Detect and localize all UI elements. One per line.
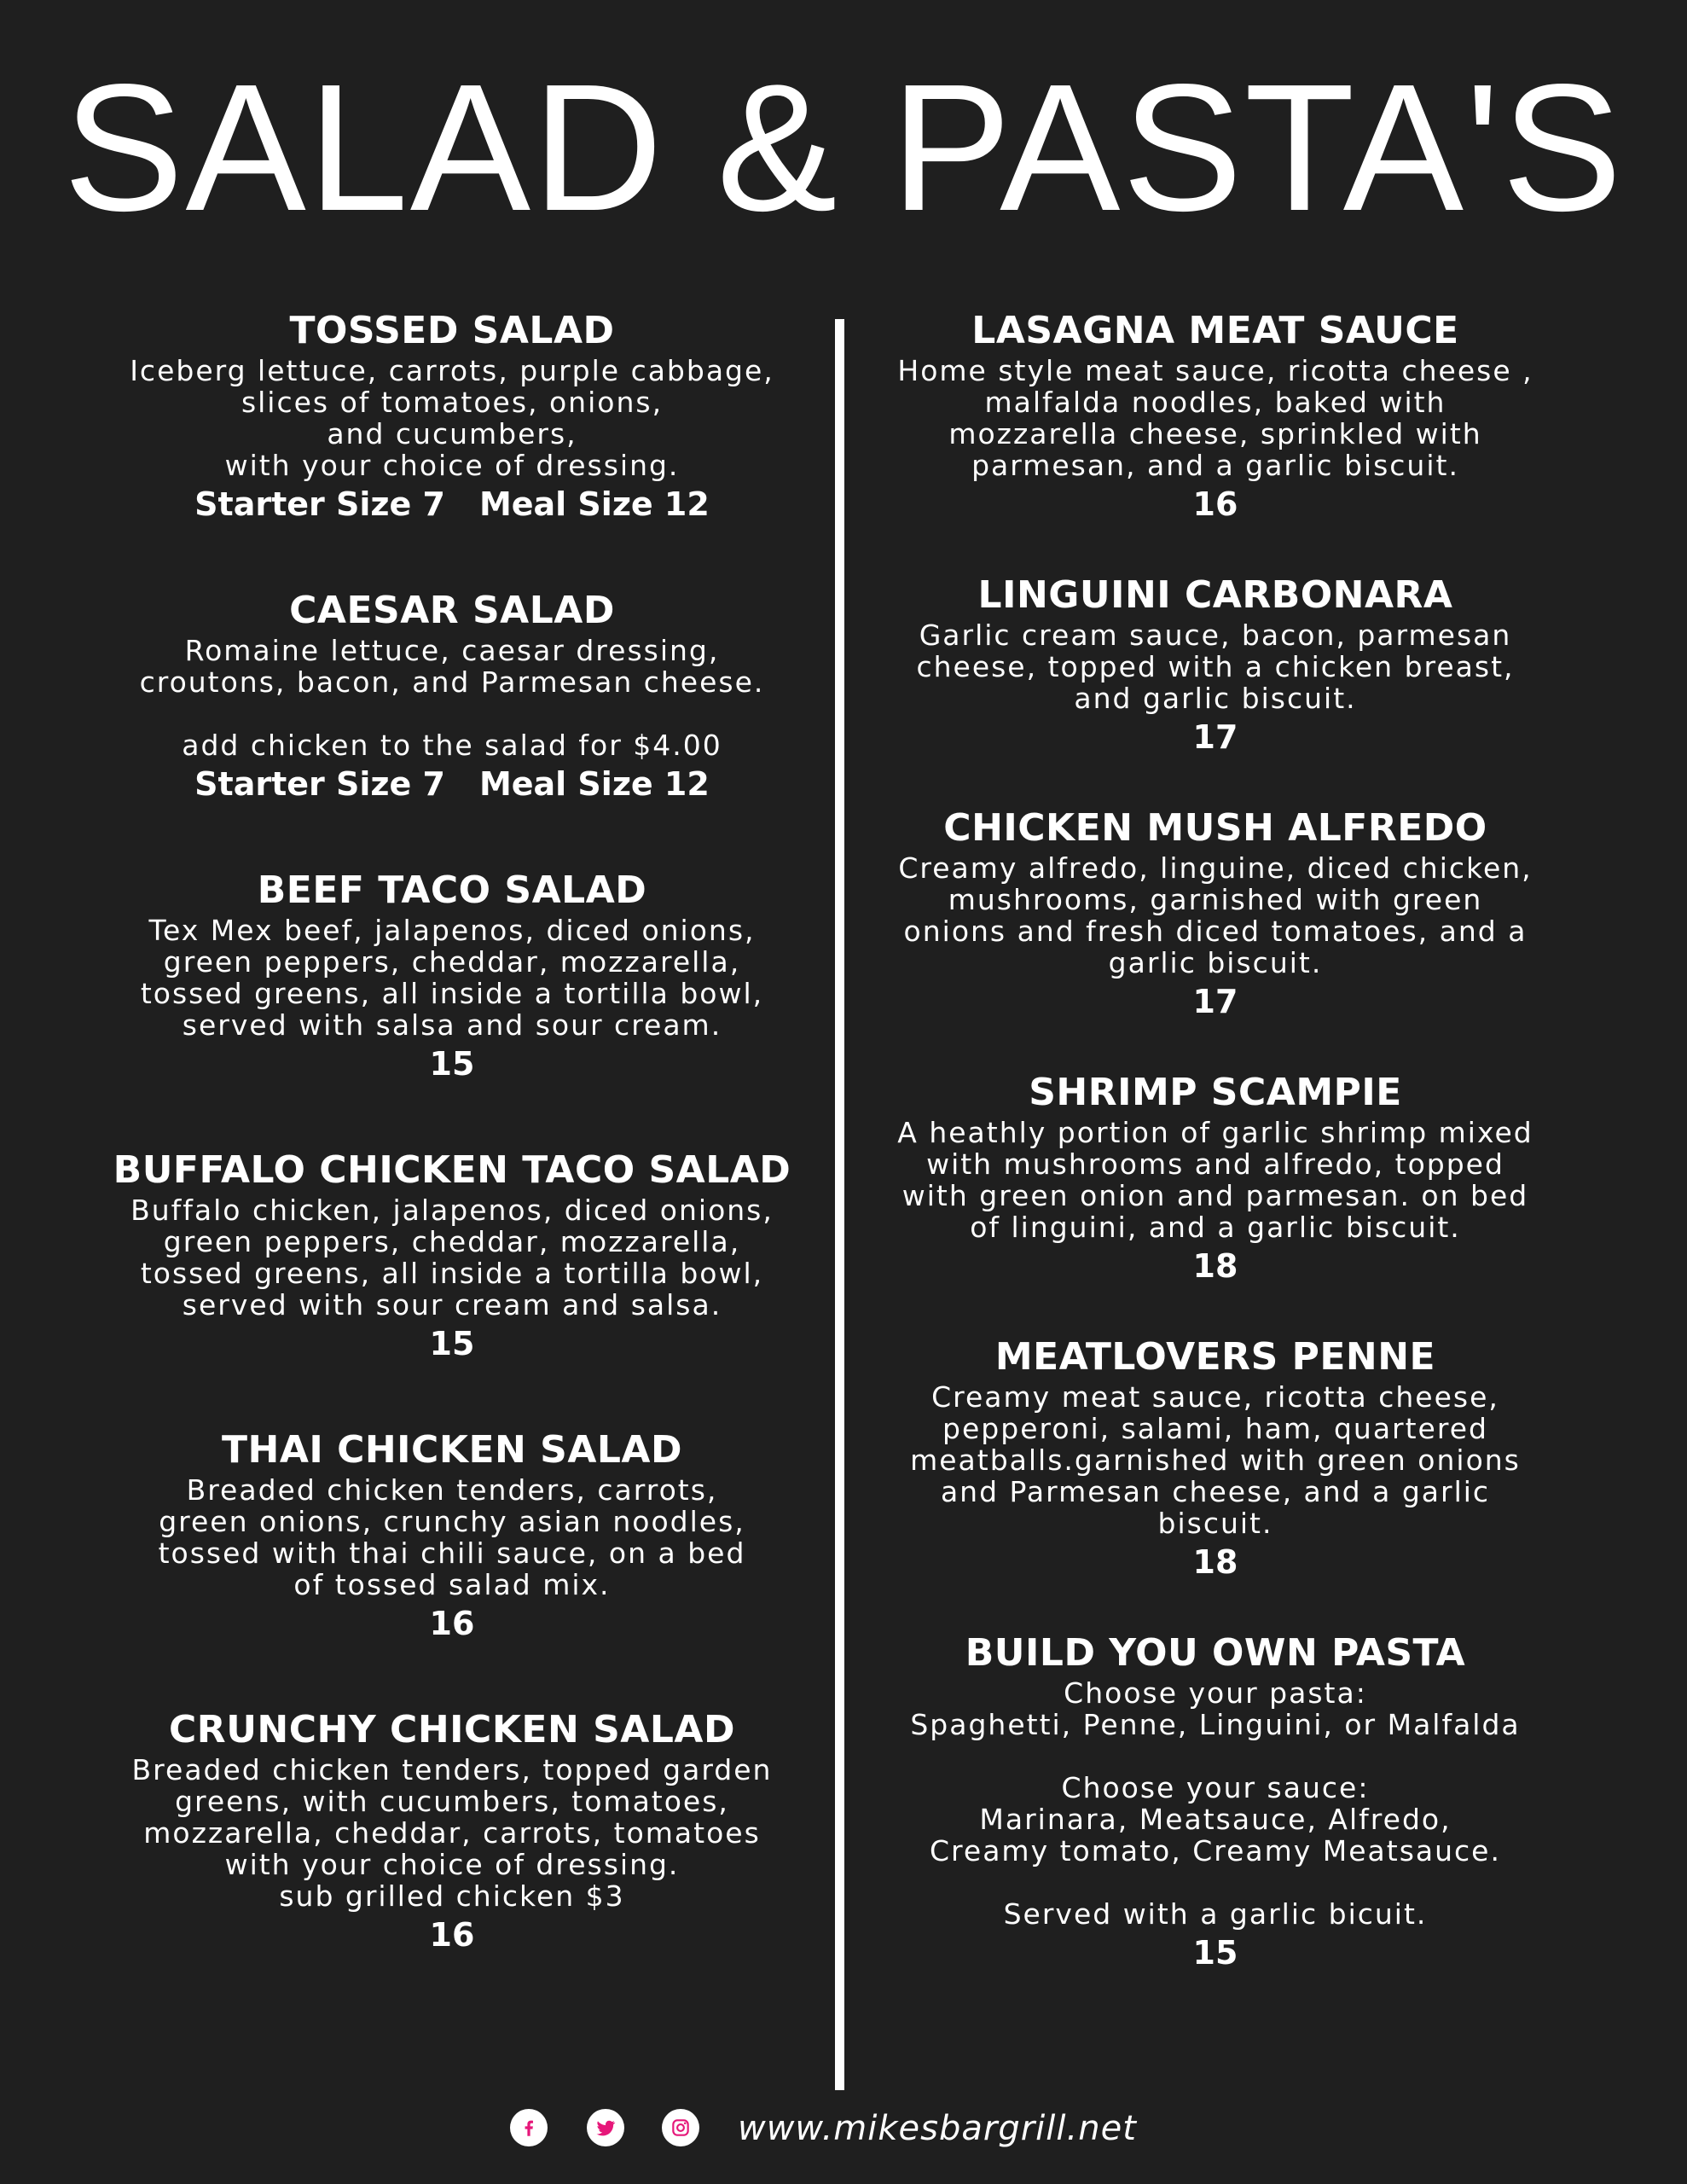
footer (0, 2099, 1687, 2158)
menu-item-buffalo-chicken-taco-salad (111, 1147, 793, 1365)
price-meal: Meal Size 12 (478, 765, 710, 803)
item-price: 18 (1192, 1543, 1238, 1581)
item-price: 15 (429, 1325, 475, 1362)
price-meal: Meal Size 12 (478, 485, 710, 523)
menu-item-meatlovers-penne (874, 1333, 1557, 1583)
item-name: BUILD YOU OWN PASTA (965, 1631, 1466, 1675)
item-name: CAESAR SALAD (289, 589, 615, 632)
item-description: Iceberg lettuce, carrots, purple cabbage, slices of tomatoes, onions, and cucumbers, with your choice of dressing. (130, 354, 774, 482)
item-price: 17 (1192, 983, 1238, 1020)
facebook-icon[interactable] (510, 2109, 548, 2146)
menu-item-chicken-mush-alfredo (874, 804, 1557, 1023)
item-description: Tex Mex beef, jalapenos, diced onions, green peppers, cheddar, mozzarella, tossed greens, all inside a tortilla bowl, served with salsa and sour cream. (140, 914, 764, 1042)
item-price (111, 483, 793, 526)
item-description: Garlic cream sauce, bacon, parmesan cheese, topped with a chicken breast, and garlic biscuit. (916, 619, 1515, 715)
price-starter: Starter Size 7 (194, 485, 445, 523)
item-description: Choose your pasta: Spaghetti, Penne, Linguini, or Malfalda Choose your sauce: Marinara, Meatsauce, Alfredo, Creamy tomato, Creamy Meatsauce. Served with a garlic bicuit. (910, 1676, 1521, 1931)
item-description: A heathly portion of garlic shrimp mixed with mushrooms and alfredo, topped with green onion and parmesan. on bed of linguini, and a garlic biscuit. (897, 1116, 1533, 1244)
price-starter: Starter Size 7 (194, 765, 445, 803)
item-description: Home style meat sauce, ricotta cheese , malfalda noodles, baked with mozzarella cheese, sprinkled with parmesan, and a garlic biscuit. (897, 354, 1533, 482)
item-name: MEATLOVERS PENNE (994, 1335, 1436, 1379)
item-name: TOSSED SALAD (289, 309, 615, 352)
item-description: Romaine lettuce, caesar dressing, croutons, bacon, and Parmesan cheese. add chicken to the salad for $4.00 (139, 634, 765, 762)
item-description: Breaded chicken tenders, carrots, green onions, crunchy asian noodles, tossed with thai chili sauce, on a bed of tossed salad mix. (158, 1473, 746, 1601)
item-name: CRUNCHY CHICKEN SALAD (169, 1708, 735, 1751)
item-price: 15 (1192, 1934, 1238, 1972)
menu-item-beef-taco-salad (111, 867, 793, 1085)
instagram-icon[interactable] (662, 2109, 699, 2146)
item-name: LASAGNA MEAT SAUCE (971, 309, 1459, 352)
item-price: 16 (1192, 485, 1238, 523)
menu-item-linguini-carbonara (874, 572, 1557, 758)
column-divider (835, 319, 844, 2090)
item-price (111, 763, 793, 805)
menu-item-build-your-own-pasta (874, 1629, 1557, 1974)
item-price: 16 (429, 1916, 475, 1954)
twitter-icon[interactable] (587, 2109, 624, 2146)
item-description: Creamy alfredo, linguine, diced chicken, mushrooms, garnished with green onions and fresh diced tomatoes, and a garlic biscuit. (898, 851, 1533, 979)
item-name: THAI CHICKEN SALAD (221, 1428, 682, 1472)
item-name: LINGUINI CARBONARA (977, 573, 1453, 617)
menu-item-thai-chicken-salad (111, 1426, 793, 1645)
menu-item-lasagna-meat-sauce (874, 307, 1557, 526)
item-description: Buffalo chicken, jalapenos, diced onions, green peppers, cheddar, mozzarella, tossed greens, all inside a tortilla bowl, served with sour cream and salsa. (130, 1194, 774, 1321)
menu-item-caesar-salad (111, 587, 793, 805)
item-price: 18 (1192, 1247, 1238, 1285)
menu-item-tossed-salad (111, 307, 793, 526)
item-name: BEEF TACO SALAD (257, 868, 647, 912)
menu-item-shrimp-scampie (874, 1069, 1557, 1287)
page-title: SALAD & PASTA'S (63, 46, 1624, 248)
item-description: Breaded chicken tenders, topped garden greens, with cucumbers, tomatoes, mozzarella, cheddar, carrots, tomatoes with your choice of dressing. sub grilled chicken $3 (131, 1753, 773, 1913)
item-price: 17 (1192, 718, 1238, 756)
item-name: CHICKEN MUSH ALFREDO (943, 806, 1487, 850)
website-link[interactable]: www.mikesbargrill.net (738, 2109, 1137, 2148)
item-name: BUFFALO CHICKEN TACO SALAD (113, 1148, 791, 1192)
menu-item-crunchy-chicken-salad (111, 1706, 793, 1956)
item-name: SHRIMP SCAMPIE (1029, 1071, 1402, 1114)
item-price: 16 (429, 1605, 475, 1642)
item-description: Creamy meat sauce, ricotta cheese, pepperoni, salami, ham, quartered meatballs.garnished with green onions and Parmesan cheese, and a garlic biscuit. (910, 1380, 1521, 1540)
item-price: 15 (429, 1045, 475, 1083)
